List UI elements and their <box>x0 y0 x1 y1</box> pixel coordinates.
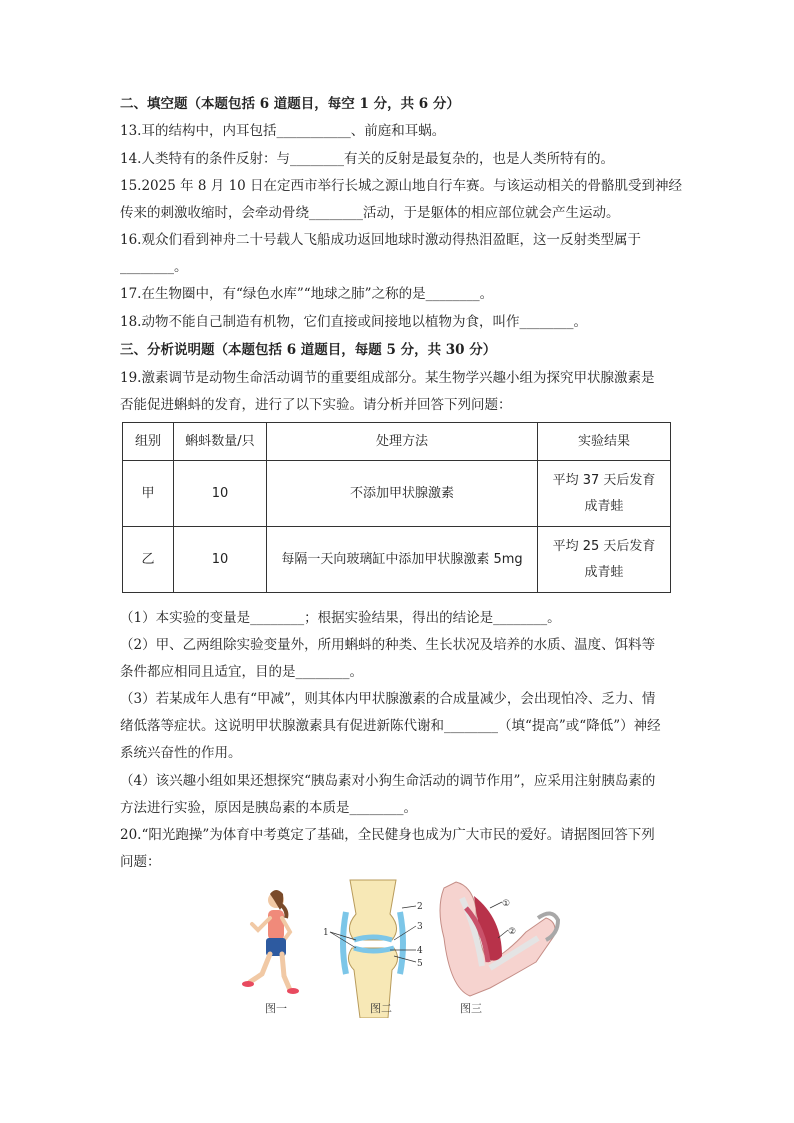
question-16-line1: 16.观众们看到神舟二十号载人飞船成功返回地球时激动得热泪盈眶，这一反射类型属于 <box>120 232 641 248</box>
question-19-line1: 19.激素调节是动物生命活动调节的重要组成部分。某生物学兴趣小组为探究甲状腺激素是 <box>120 370 655 386</box>
question-14: 14.人类特有的条件反射：与________有关的反射是最复杂的，也是人类所特有的。 <box>120 151 614 167</box>
result-line1: 平均 37 天后发育 <box>552 472 656 488</box>
question-16-line2: ________。 <box>120 259 188 275</box>
table-row <box>123 461 671 527</box>
figure-3-caption: 图三 <box>460 1002 482 1015</box>
result-line2: 成青蛙 <box>584 498 624 514</box>
sub-question-3-line2: 绪低落等症状。这说明甲状腺激素具有促进新陈代谢和________（填“提高”或“降低”）神经 <box>120 718 661 734</box>
cell-method: 每隔一天向玻璃缸中添加甲状腺激素 5mg <box>267 527 538 593</box>
result-line2: 成青蛙 <box>584 564 624 580</box>
figure-1-caption: 图一 <box>265 1002 287 1015</box>
cell-result <box>538 527 671 593</box>
question-18: 18.动物不能自己制造有机物，它们直接或间接地以植物为食，叫作________。 <box>120 314 587 330</box>
sub-question-3-line3: 系统兴奋性的作用。 <box>120 745 242 761</box>
header-result: 实验结果 <box>538 423 671 461</box>
table-header-row <box>123 423 671 461</box>
table-row <box>123 527 671 593</box>
header-group: 组别 <box>123 423 174 461</box>
experiment-table <box>122 422 671 593</box>
arm-figure <box>440 882 558 996</box>
question-17: 17.在生物圈中，有“绿色水库”“地球之肺”之称的是________。 <box>120 286 494 302</box>
arm-label-2: ② <box>508 927 517 937</box>
joint-figure <box>323 880 423 1018</box>
question-15-line2: 传来的刺激收缩时，会牵动骨绕________活动，于是躯体的相应部位就会产生运动。 <box>120 205 620 221</box>
figures-illustration <box>240 878 570 1018</box>
joint-label-3: 3 <box>417 922 423 932</box>
result-line1: 平均 25 天后发育 <box>552 538 656 554</box>
cell-group: 乙 <box>123 527 174 593</box>
sub-question-4-line1: （4）该兴趣小组如果还想探究“胰岛素对小狗生命活动的调节作用”，应采用注射胰岛素的 <box>120 773 656 789</box>
sub-question-2-line2: 条件都应相同且适宜，目的是________。 <box>120 664 363 680</box>
joint-label-5: 5 <box>417 959 423 969</box>
header-count: 蝌蚪数量/只 <box>174 423 267 461</box>
joint-label-1: 1 <box>323 928 329 938</box>
sub-question-3-line1: （3）若某成年人患有“甲减”，则其体内甲状腺激素的合成量减少，会出现怕冷、乏力、情 <box>120 691 656 707</box>
header-method: 处理方法 <box>267 423 538 461</box>
question-13: 13.耳的结构中，内耳包括___________、前庭和耳蜗。 <box>120 123 446 139</box>
question-15-line1: 15.2025 年 8 月 10 日在定西市举行长城之源山地自行车赛。与该运动相关的骨骼肌受到神经 <box>120 178 683 194</box>
cell-result <box>538 461 671 527</box>
section-2-heading: 二、填空题（本题包括 6 道题目，每空 1 分，共 6 分） <box>120 96 460 112</box>
section-3-heading: 三、分析说明题（本题包括 6 道题目，每题 5 分，共 30 分） <box>120 342 497 358</box>
sub-question-2-line1: （2）甲、乙两组除实验变量外，所用蝌蚪的种类、生长状况及培养的水质、温度、饵料等 <box>120 637 656 653</box>
sub-question-1: （1）本实验的变量是________；根据实验结果，得出的结论是________。 <box>120 610 561 626</box>
cell-count: 10 <box>174 461 267 527</box>
joint-label-4: 4 <box>417 946 423 956</box>
question-20-line2: 问题： <box>120 854 161 870</box>
figure-2-caption: 图二 <box>370 1002 392 1015</box>
cell-method: 不添加甲状腺激素 <box>267 461 538 527</box>
arm-label-1: ① <box>502 899 511 909</box>
runner-figure <box>242 890 299 994</box>
question-19-line2: 否能促进蝌蚪的发育，进行了以下实验。请分析并回答下列问题： <box>120 397 512 413</box>
joint-label-2: 2 <box>417 902 423 912</box>
cell-group: 甲 <box>123 461 174 527</box>
cell-count: 10 <box>174 527 267 593</box>
question-20-line1: 20.“阳光跑操”为体育中考奠定了基础，全民健身也成为广大市民的爱好。请据图回答下列 <box>120 827 655 843</box>
sub-question-4-line2: 方法进行实验，原因是胰岛素的本质是________。 <box>120 800 417 816</box>
